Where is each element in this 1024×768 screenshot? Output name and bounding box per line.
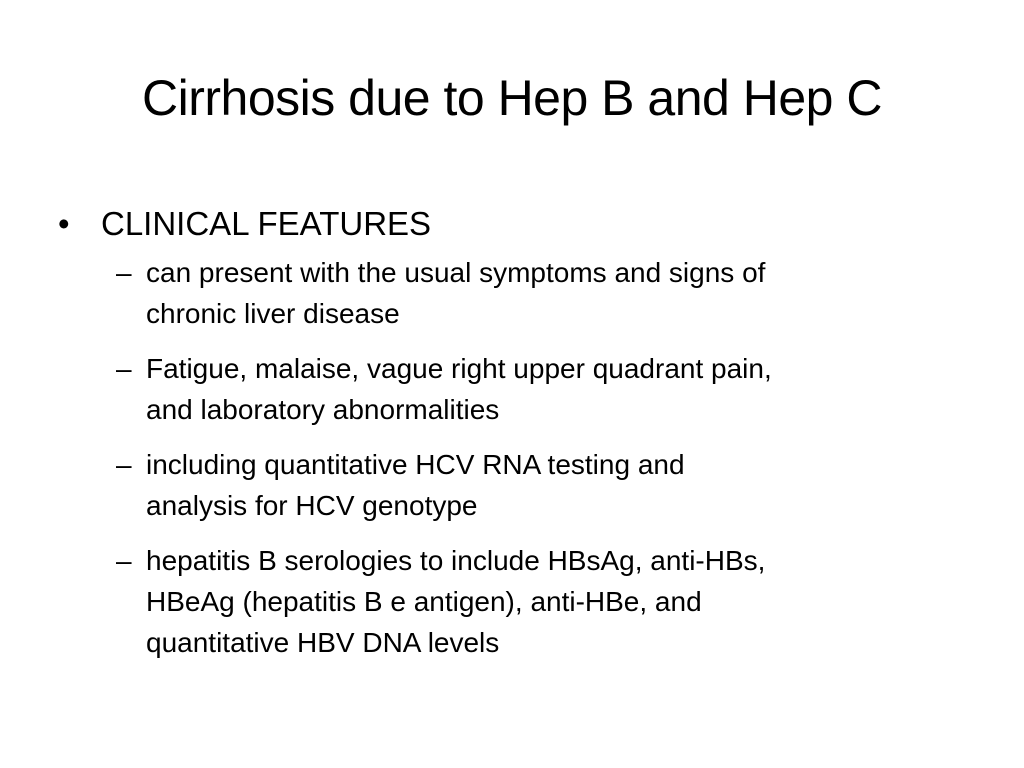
bullet-item-clinical-features bbox=[56, 200, 976, 248]
sub-bullet-line: quantitative HBV DNA levels bbox=[146, 627, 500, 658]
dash-marker: – bbox=[116, 353, 132, 384]
sub-bullet-line: chronic liver disease bbox=[146, 298, 400, 329]
dash-marker: – bbox=[116, 257, 132, 288]
sub-bullet-line: including quantitative HCV RNA testing and bbox=[146, 449, 685, 480]
sub-bullet-item bbox=[56, 348, 976, 430]
sub-bullet-line: hepatitis B serologies to include HBsAg, anti-HBs, bbox=[146, 545, 766, 576]
dash-marker: – bbox=[116, 449, 132, 480]
bullet-heading: CLINICAL FEATURES bbox=[101, 205, 432, 242]
slide-content bbox=[56, 200, 976, 677]
sub-bullet-list bbox=[56, 252, 976, 663]
sub-bullet-line: Fatigue, malaise, vague right upper quadrant pain, bbox=[146, 353, 772, 384]
sub-bullet-line: HBeAg (hepatitis B e antigen), anti-HBe, and bbox=[146, 586, 702, 617]
sub-bullet-item bbox=[56, 540, 976, 663]
sub-bullet-item bbox=[56, 444, 976, 526]
sub-bullet-line: and laboratory abnormalities bbox=[146, 394, 500, 425]
sub-bullet-item bbox=[56, 252, 976, 334]
slide-title: Cirrhosis due to Hep B and Hep C bbox=[142, 70, 882, 126]
bullet-marker: • bbox=[58, 205, 70, 242]
sub-bullet-line: analysis for HCV genotype bbox=[146, 490, 478, 521]
sub-bullet-line: can present with the usual symptoms and signs of bbox=[146, 257, 766, 288]
dash-marker: – bbox=[116, 545, 132, 576]
